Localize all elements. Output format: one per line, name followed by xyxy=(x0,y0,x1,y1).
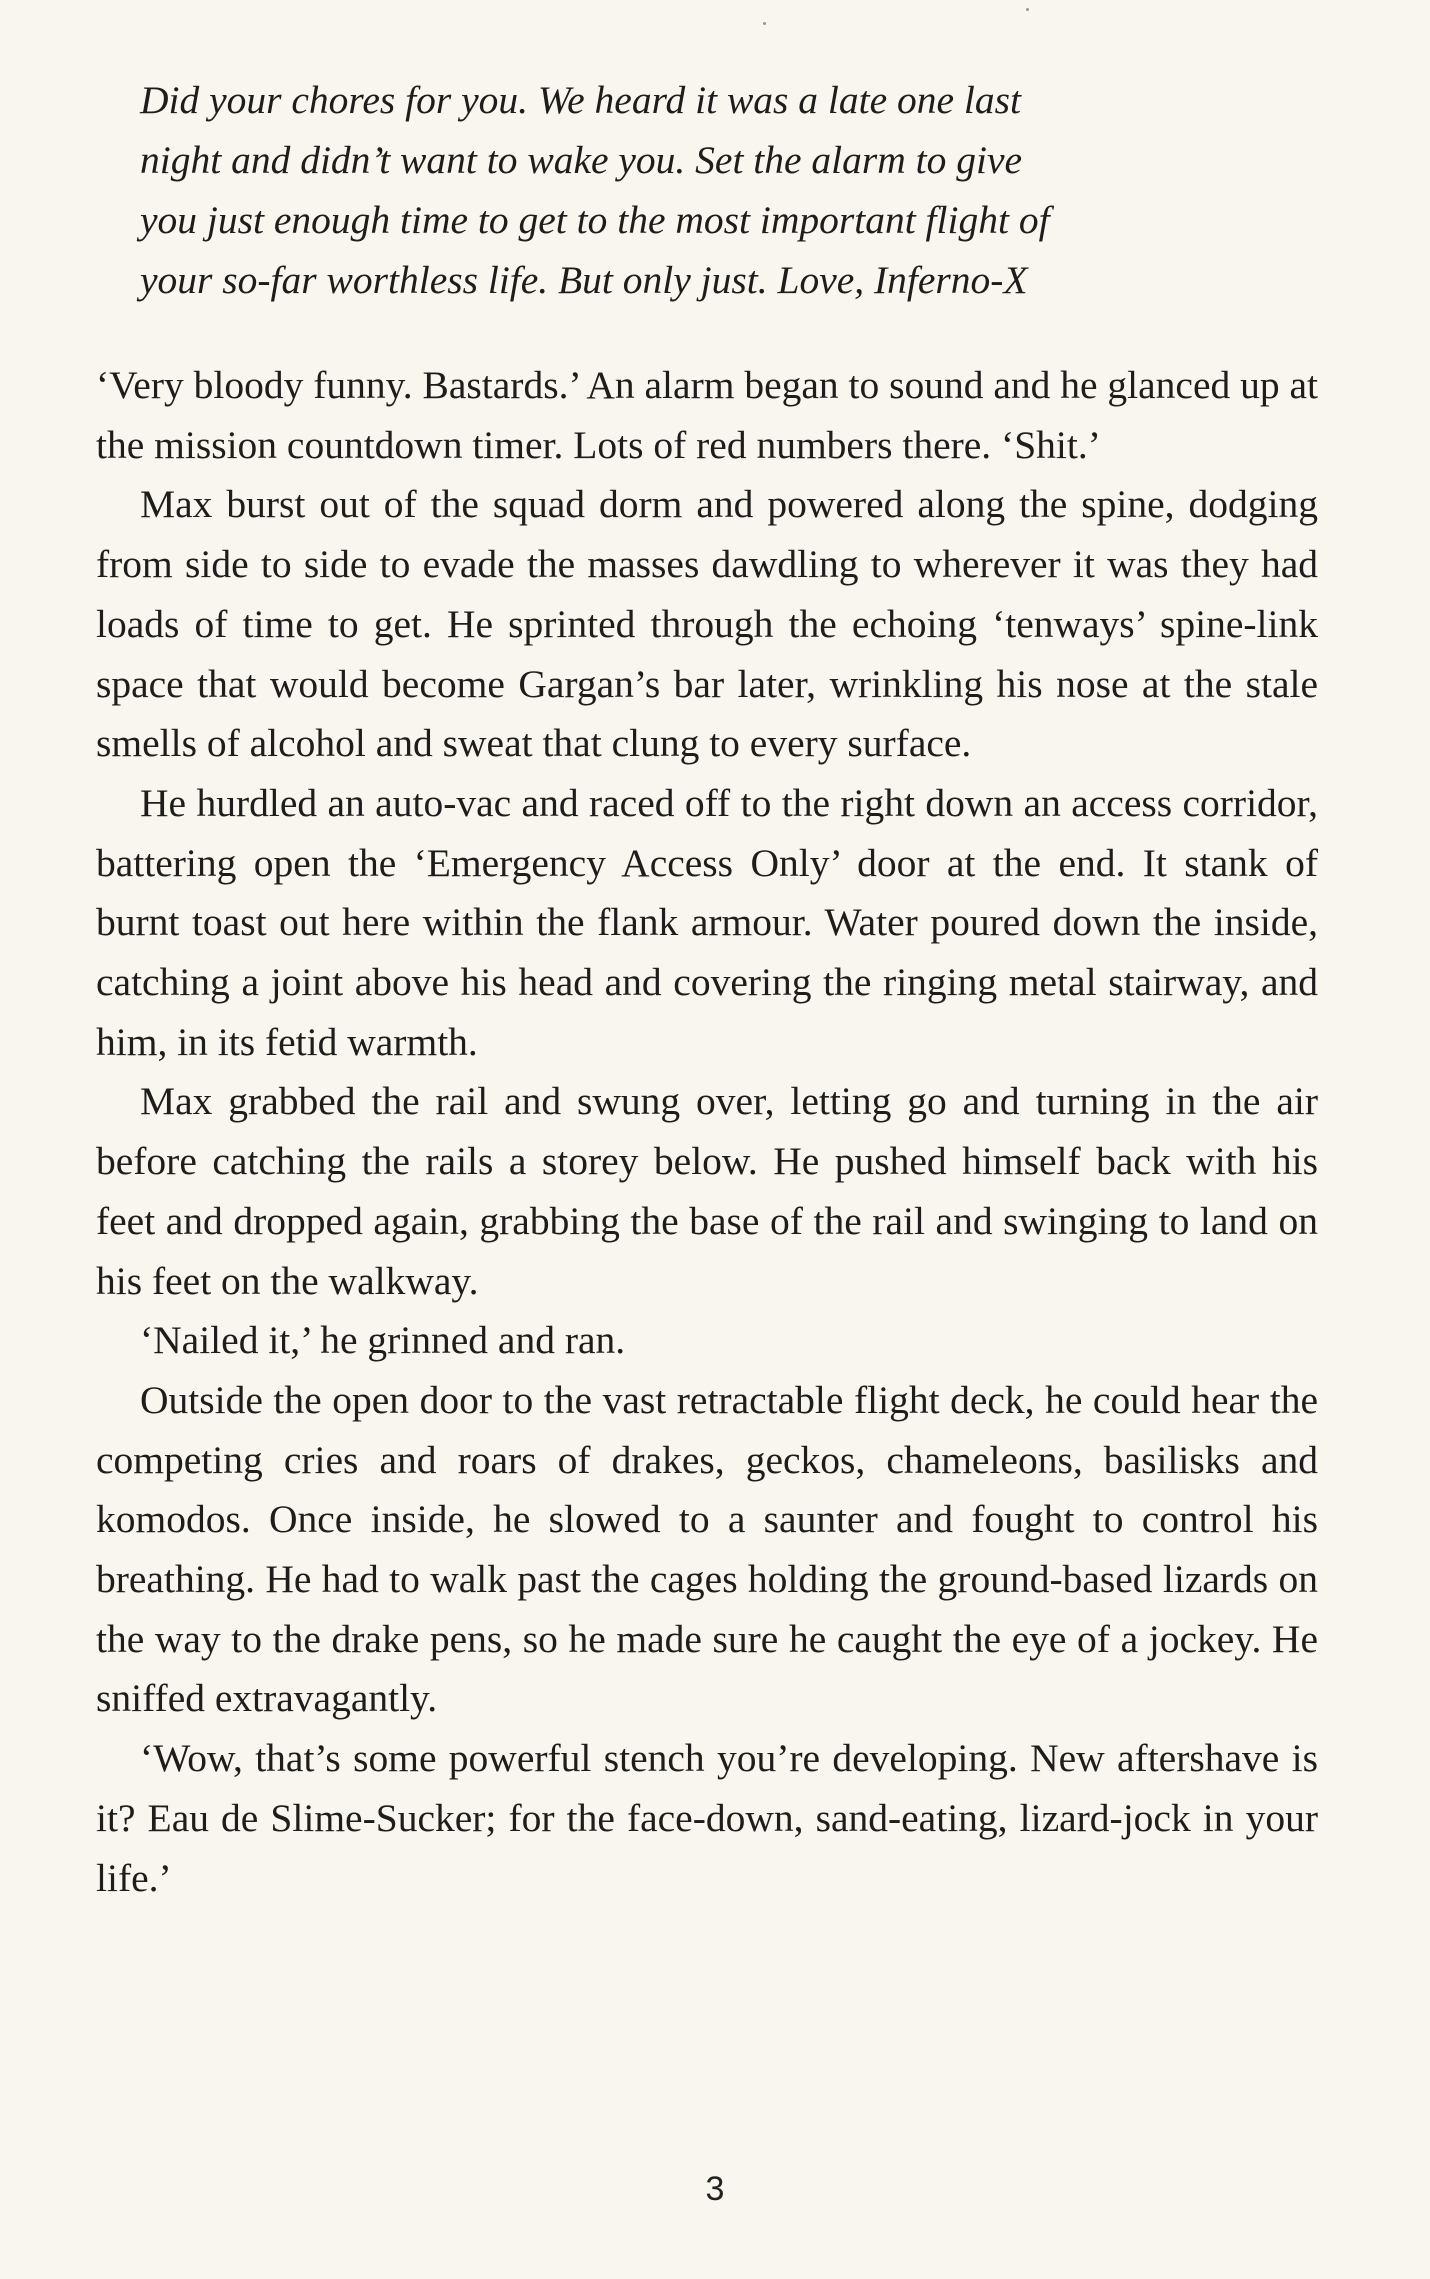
paper-speck xyxy=(1026,8,1029,11)
book-page xyxy=(96,70,1318,1908)
note-line: your so-far worthless life. But only just. Love, Inferno-X xyxy=(140,258,1028,302)
page-number: 3 xyxy=(705,2170,725,2208)
paragraph: ‘Nailed it,’ he grinned and ran. xyxy=(140,1318,626,1363)
italic-note xyxy=(96,70,1318,310)
paragraph: Max burst out of the squad dorm and powered along the spine, dodging from side to side to evade the masses dawdling to wherever it was they had loads of time to get. He sprinted through the echoing ‘tenways’ spine-link space that would become Gargan’s bar later, wrinkling his nose at the stale smells of alcohol and sweat that clung to every surface. xyxy=(96,482,1318,766)
paragraph: Outside the open door to the vast retractable flight deck, he could hear the competing cries and roars of drakes, geckos, chameleons, basilisks and komodos. Once inside, he slowed to a saunter and fought to control his breathing. He had to walk past the cages holding the ground-based lizards on the way to the drake pens, so he made sure he caught the eye of a jockey. He sniffed extravagantly. xyxy=(96,1377,1318,1721)
note-line: night and didn’t want to wake you. Set the alarm to give xyxy=(140,138,1023,182)
paper-speck xyxy=(763,22,766,25)
note-line: Did your chores for you. We heard it was a late one last xyxy=(140,78,1021,122)
paragraph: Max grabbed the rail and swung over, letting go and turning in the air before catching the rails a storey below. He pushed himself back with his feet and dropped again, grabbing the base of the rail and swinging to land on his feet on the walkway. xyxy=(96,1079,1318,1303)
paragraph: ‘Wow, that’s some powerful stench you’re developing. New aftershave is it? Eau de Slime-Sucker; for the face-down, sand-eating, lizard-jock in your life.’ xyxy=(96,1736,1318,1900)
paragraph: He hurdled an auto-vac and raced off to the right down an access corridor, battering open the ‘Emergency Access Only’ door at the end. It stank of burnt toast out here within the flank armour. Water poured down the inside, catching a joint above his head and covering the ringing metal stairway, and him, in its fetid warmth. xyxy=(96,780,1318,1064)
note-line: you just enough time to get to the most important flight of xyxy=(140,198,1050,242)
paragraph: ‘Very bloody funny. Bastards.’ An alarm began to sound and he glanced up at the mission countdown timer. Lots of red numbers there. ‘Shit.’ xyxy=(96,363,1318,467)
